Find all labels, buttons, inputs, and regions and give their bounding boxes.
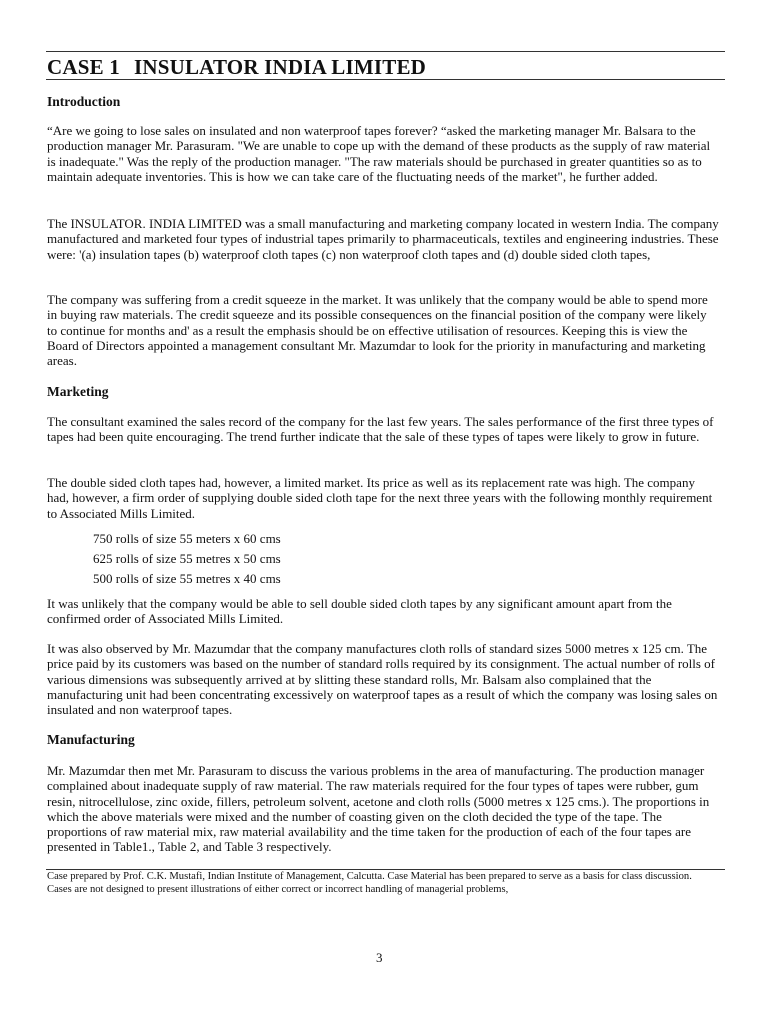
- paragraph: It was unlikely that the company would be able to sell double sided cloth tapes by any significant amount apart from the confirmed order of Associated Mills Limited.: [47, 596, 672, 627]
- order-item: 625 rolls of size 55 metres x 50 cms: [93, 551, 281, 566]
- paragraph: The INSULATOR. INDIA LIMITED was a small manufacturing and marketing company located in western India. The company manufactured and marketed four types of industrial tapes primarily to pharmaceuticals, textiles and engineering industries. These were: '(a) insulation tapes (b) waterproof cloth tapes (c) non waterproof cloth tapes and (d) double sided cloth tapes,: [47, 216, 719, 262]
- order-item: 750 rolls of size 55 meters x 60 cms: [93, 531, 281, 546]
- footnote: Case prepared by Prof. C.K. Mustafi, Indian Institute of Management, Calcutta. Case Material has been prepared to serve as a basis for class discussion. Cases are not designed to present illustrations of either correct or incorrect handling of managerial problems,: [47, 871, 692, 895]
- page-number: 3: [376, 950, 383, 965]
- case-number: CASE 1: [47, 55, 120, 79]
- order-item: 500 rolls of size 55 metres x 40 cms: [93, 571, 281, 586]
- paragraph: The consultant examined the sales record of the company for the last few years. The sales performance of the first three types of tapes had been quite encouraging. The trend further indicate that the sale of these types of tapes were likely to grow in future.: [47, 414, 714, 445]
- section-heading-introduction: Introduction: [47, 94, 121, 109]
- title-bottom-rule: [46, 79, 725, 80]
- case-title: [47, 55, 426, 80]
- case-name: INSULATOR INDIA LIMITED: [133, 55, 427, 79]
- paragraph: It was also observed by Mr. Mazumdar that the company manufactures cloth rolls of standard sizes 5000 metres x 125 cm. The price paid by its customers was based on the number of standard rolls required by its consignment. The actual number of rolls of various dimensions was subsequently arrived at by slitting these standard rolls, Mr. Balsam also complained that the manufacturing unit had been concentrating excessively on waterproof tapes as a result of which the company was losing sales on insulated and non waterproof tapes.: [47, 641, 718, 718]
- section-heading-marketing: Marketing: [47, 384, 109, 399]
- paragraph: “Are we going to lose sales on insulated and non waterproof tapes forever? “asked the marketing manager Mr. Balsara to the production manager Mr. Parasuram. "We are unable to cope up with the demand of these products as the supply of raw material is inadequate." Was the reply of the production manager. "The raw materials should be purchased in greater quantities so as to maintain adequate inventories. This is how we can take care of the fluctuating needs of the market", he further added.: [47, 123, 711, 184]
- footnote-rule: [46, 869, 725, 870]
- title-top-rule: [46, 51, 725, 52]
- paragraph: The double sided cloth tapes had, however, a limited market. Its price as well as its replacement rate was high. The company had, however, a firm order of supplying double sided cloth tape for the next three years with the following monthly requirement to Associated Mills Limited.: [47, 475, 713, 521]
- paragraph: Mr. Mazumdar then met Mr. Parasuram to discuss the various problems in the area of manufacturing. The production manager complained about inadequate supply of raw material. The raw materials required for the four types of tapes were rubber, gum resin, nitrocellulose, zinc oxide, fillers, petroleum solvent, acetone and cloth rolls (5000 metres x 125 cms.). The proportions in which the above materials were mixed and the number of coasting given on the cloth decided the type of the tape. The proportions of raw material mix, raw material availability and the time taken for the production of each of the four tapes are presented in Table1., Table 2, and Table 3 respectively.: [47, 763, 710, 855]
- paragraph: The company was suffering from a credit squeeze in the market. It was unlikely that the company would be able to spend more in buying raw materials. The credit squeeze and its possible consequences on the financial position of the company were likely to continue for months and' as a result the emphasis should be on effective utilisation of resources. Keeping this is view the Board of Directors appointed a management consultant Mr. Mazumdar to look for the priority in manufacturing and marketing areas.: [47, 292, 708, 369]
- section-heading-manufacturing: Manufacturing: [47, 732, 135, 747]
